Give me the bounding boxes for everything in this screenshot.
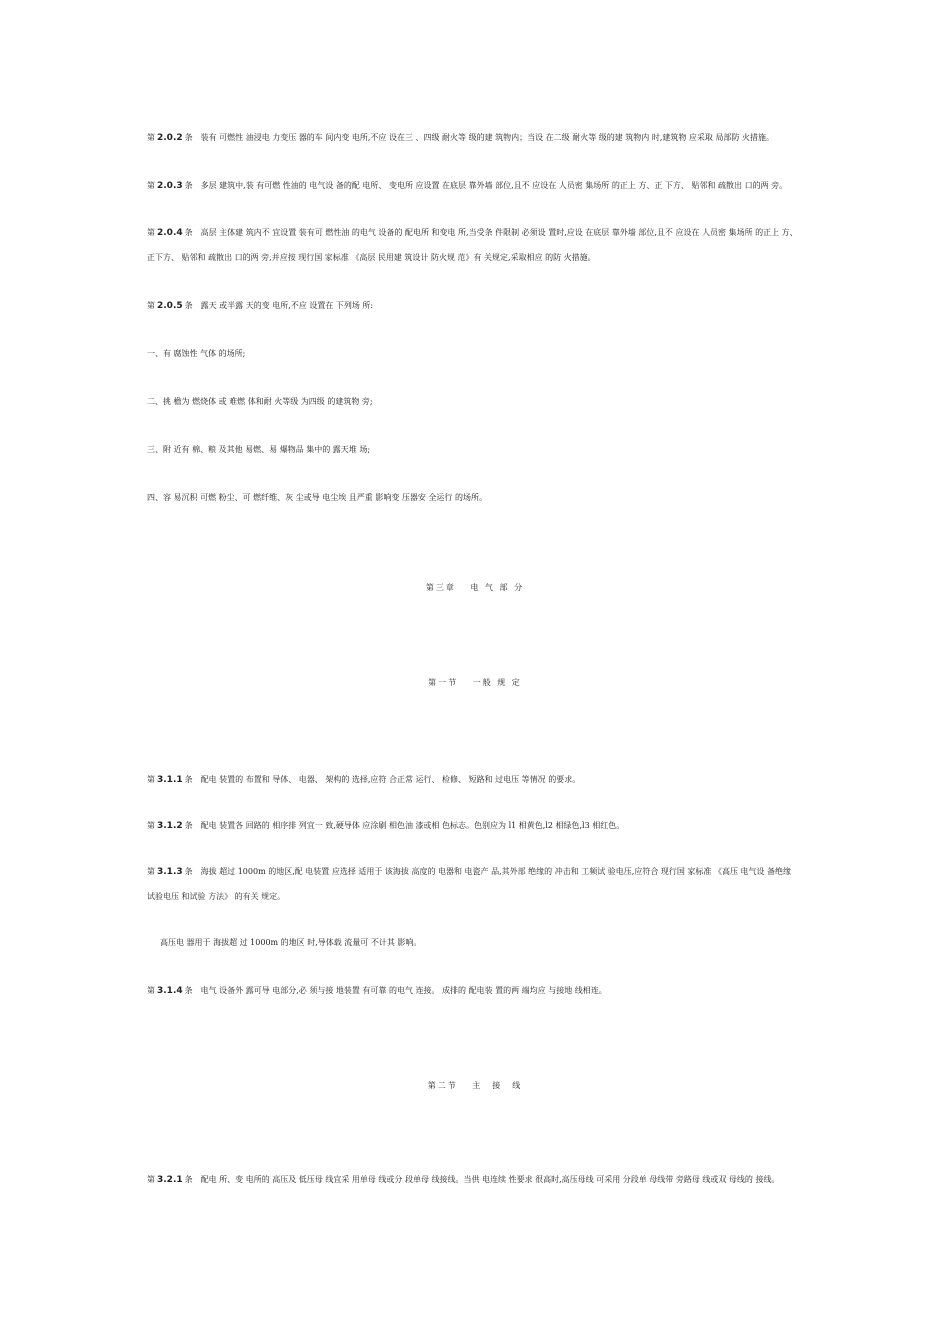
clause-text: 高层 主体建 筑内不 宜设置 装有可 燃性油 的电气 设备的 配电所 和变电 所,当受条 件限制 必须设 置时,应设 在底层 靠外墙 部位,且不 应设在 人员密 集场所 的正上 方、 [200, 228, 798, 237]
clause-3-2-1 [147, 1169, 810, 1191]
list-item: 四、容 易沉积 可燃 粉尘、可 燃纤维、灰 尘或导 电尘埃 且严重 影响变 压器安 全运行 的场所。 [147, 493, 487, 502]
clause-suffix: 条 [184, 821, 193, 830]
clause-number: 3.1.4 [157, 986, 183, 996]
clause-text: 海拔 超过 1000m 的地区,配 电装置 应选择 适用于 该海拔 高度的 电器和 电瓷产 品,其外部 绝缘的 冲击和 工频试 验电压,应符合 现行国 家标准 《高压 电气设 备绝缘 [200, 867, 792, 876]
clause-text: 装有 可燃性 油浸电 力变压 器的车 间内变 电所,不应 设在三 、四级 耐火等 级的建 筑物内；当设 在二级 耐火等 级的建 筑物内 时,建筑物 应采取 局部防 火措施。 [200, 133, 775, 142]
clause-3-1-3-continued [147, 886, 810, 908]
section-title: 第一节 一般 规 定 [428, 678, 522, 687]
clause-text: 配电 装置的 布置和 导体、 电器、 架构的 选择,应符 合正常 运行、 检修、 短路和 过电压 等情况 的要求。 [200, 775, 581, 784]
clause-suffix: 条 [184, 133, 193, 142]
clause-text-continued: 试验电压 和试验 方法》 的有关 规定。 [147, 892, 286, 901]
list-item: 二、挑 檐为 燃烧体 或 难燃 体和耐 火等级 为四级 的建筑物 旁; [147, 397, 373, 406]
clause-prefix: 第 [147, 821, 155, 830]
list-item: 一、有 腐蚀性 气体 的场所; [147, 349, 246, 358]
clause-number: 2.0.3 [157, 181, 183, 191]
clause-3-1-1 [147, 769, 810, 791]
clause-number: 3.1.2 [157, 821, 183, 831]
clause-suffix: 条 [184, 775, 193, 784]
chapter-title: 第三章 电 气 部 分 [425, 583, 525, 592]
clause-text: 多层 建筑中,装 有可燃 性油的 电气设 备的配 电所、 变电所 应设置 在底层 靠外墙 部位,且不 应设在 人员密 集场所 的正上 方、正 下方、 贴邻和 疏散出 口的两 旁。 [200, 181, 788, 190]
clause-suffix: 条 [184, 301, 193, 310]
clause-prefix: 第 [147, 775, 155, 784]
clause-suffix: 条 [184, 181, 193, 190]
clause-suffix: 条 [184, 986, 193, 995]
clause-suffix: 条 [184, 867, 193, 876]
clause-text: 配电 装置各 回路的 相序排 列宜一 致,硬导体 应涂刷 相色油 漆或相 色标志。色别应为 l1 相黄色,l2 相绿色,l3 相红色。 [200, 821, 625, 830]
clause-number: 3.1.3 [157, 867, 183, 877]
note-paragraph: 高压电 器用于 海拔超 过 1000m 的地区 时,导体载 流量可 不计其 影响。 [160, 938, 422, 947]
clause-2-0-3 [147, 175, 810, 197]
clause-number: 2.0.4 [157, 228, 183, 238]
clause-prefix: 第 [147, 181, 155, 190]
clause-3-1-4 [147, 980, 810, 1002]
clause-text: 露天 或半露 天的变 电所,不应 设置在 下列场 所: [200, 301, 374, 310]
clause-prefix: 第 [147, 986, 155, 995]
clause-prefix: 第 [147, 301, 155, 310]
clause-2-0-2 [147, 127, 810, 149]
clause-text: 配电 所、变 电所的 高压及 低压母 线宜采 用单母 线或分 段单母 线接线。当供 电连续 性要求 很高时,高压母线 可采用 分段单 母线带 旁路母 线或双 母线的 接线。 [200, 1175, 780, 1184]
clause-number: 3.2.1 [157, 1175, 183, 1185]
clause-suffix: 条 [184, 1175, 193, 1184]
clause-2-0-5 [147, 295, 810, 317]
clause-suffix: 条 [184, 228, 193, 237]
clause-number: 2.0.2 [157, 133, 183, 143]
clause-text-continued: 正下方、 贴邻和 疏散出 口的两 旁,并应按 现行国 家标准 《高层 民用建 筑设计 防火规 范》有 关规定,采取相应 的防 火措施。 [147, 253, 596, 262]
clause-3-1-3 [147, 861, 810, 883]
clause-number: 3.1.1 [157, 775, 183, 785]
clause-2-0-4-continued [147, 247, 810, 269]
clause-prefix: 第 [147, 133, 155, 142]
section-title: 第二节 主 接 线 [427, 1081, 523, 1090]
list-item: 三、附 近有 棉、粮 及其他 易燃、易 爆物品 集中的 露天堆 场; [147, 445, 371, 454]
clause-text: 电气 设备外 露可导 电部分,必 须与接 地装置 有可靠 的电气 连接。 成排的 配电装 置的两 端均应 与接地 线相连。 [200, 986, 607, 995]
clause-3-1-2 [147, 815, 810, 837]
clause-prefix: 第 [147, 867, 155, 876]
clause-prefix: 第 [147, 1175, 155, 1184]
clause-prefix: 第 [147, 228, 155, 237]
clause-2-0-4 [147, 222, 810, 244]
clause-number: 2.0.5 [157, 301, 183, 311]
